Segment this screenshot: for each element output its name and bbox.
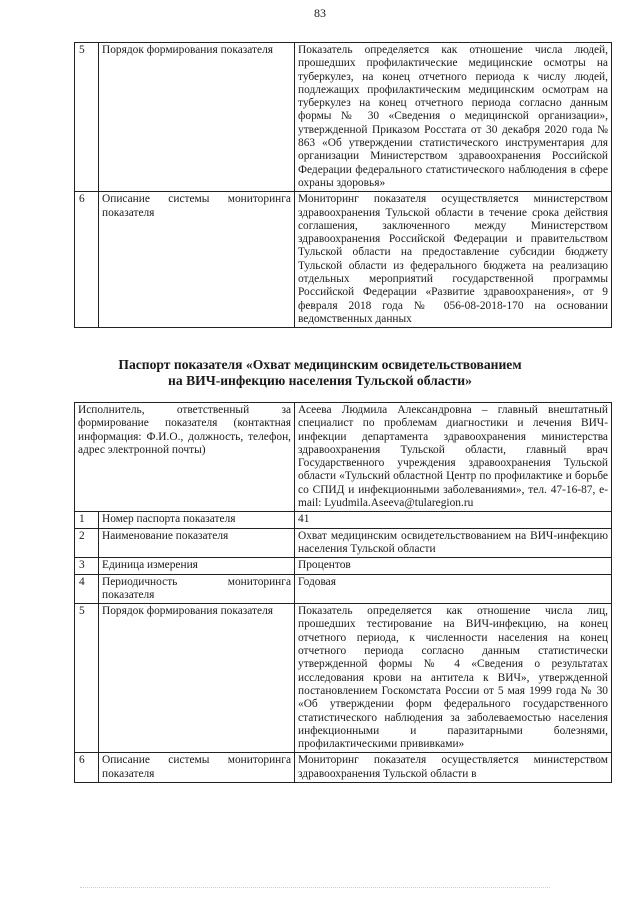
row-value: Процентов: [295, 558, 612, 574]
table-row: [75, 192, 612, 328]
table-row: [75, 403, 612, 512]
row-label: Порядок формирования показателя: [99, 604, 295, 753]
row-label: Описание системы мониторинга показателя: [99, 192, 295, 328]
row-label: Порядок формирования показателя: [99, 43, 295, 192]
table-row: [75, 753, 612, 783]
row-value: Мониторинг показателя осуществляется министерством здравоохранения Тульской области в течение срока действия соглашения, заключенного между Министерством здравоохранения Российской Федерации и правительством Тульской области на предоставление субсидии бюджету Тульской области из федерального бюджета на реализацию отдельных мероприятий государственной программы Российской Федерации «Развитие здравоохранения», от 9 февраля 2018 года № 056-08-2018-170 на основании ведомственных данных: [295, 192, 612, 328]
row-value: Охват медицинским освидетельствованием на ВИЧ-инфекцию населения Тульской области: [295, 528, 612, 558]
row-number: 6: [75, 753, 99, 783]
page-number: 83: [314, 6, 326, 20]
row-number: 5: [75, 43, 99, 192]
responsible-person-value: Асеева Людмила Александровна – главный внештатный специалист по проблемам диагностики и лечения ВИЧ-инфекции департамента здравоохранения министерства здравоохранения Тульской области, главный врач Государственного учреждения здравоохранения Тульской области «Тульский областной Центр по профилактике и борьбе со СПИД и инфекционными заболеваниями», тел. 47-16-87, e-mail: Lyudmila.Aseeva@tularegion.ru: [295, 403, 612, 512]
table-row: [75, 512, 612, 528]
table-row: [75, 574, 612, 604]
row-value: Показатель определяется как отношение числа лиц, прошедших тестирование на ВИЧ-инфекцию, на конец отчетного периода, к численности населения на конец отчетного периода согласно данным статистически утвержденной формы № 4 «Сведения о результатах исследования крови на антитела к ВИЧ», утвержденной постановлением Госкомстата России от 5 мая 1999 года № 30 «Об утверждении форм федерального государственного статистического наблюдения за заболеваемостью населения инфекционными и паразитарными болезнями, профилактическими прививками»: [295, 604, 612, 753]
table-row: [75, 528, 612, 558]
scan-artifact-line: [80, 887, 550, 890]
row-value: Показатель определяется как отношение числа людей, прошедших профилактические медицинские осмотры на туберкулез, на конец отчетного периода к числу людей, подлежащих профилактическим медицинским осмотрам на туберкулез на конец отчетного периода согласно данным формы № 30 «Сведения о медицинской организации», утвержденной Приказом Росстата от 30 декабря 2020 года № 863 «Об утверждении статистического инструментария для организации Министерством здравоохранения Российской Федерации федерального статистического наблюдения в сфере охраны здоровья»: [295, 43, 612, 192]
indicator-table-continued: [74, 42, 612, 328]
table-row: [75, 43, 612, 192]
row-number: 1: [75, 512, 99, 528]
table-row: [75, 558, 612, 574]
row-label: Номер паспорта показателя: [99, 512, 295, 528]
row-label: Описание системы мониторинга показателя: [99, 753, 295, 783]
row-value: 41: [295, 512, 612, 528]
row-value: Годовая: [295, 574, 612, 604]
row-number: 4: [75, 574, 99, 604]
row-label: Наименование показателя: [99, 528, 295, 558]
row-number: 2: [75, 528, 99, 558]
passport-title: [70, 357, 570, 389]
row-number: 3: [75, 558, 99, 574]
row-number: 5: [75, 604, 99, 753]
table-row: [75, 604, 612, 753]
row-value: Мониторинг показателя осуществляется министерством здравоохранения Тульской области в: [295, 753, 612, 783]
passport-title-line-2: на ВИЧ-инфекцию населения Тульской области»: [168, 373, 472, 388]
responsible-person-label: Исполнитель, ответственный за формирование показателя (контактная информация: Ф.И.О., должность, телефон, адрес электронной почты): [75, 403, 295, 512]
row-number: 6: [75, 192, 99, 328]
indicator-passport-table: [74, 402, 612, 783]
row-label: Единица измерения: [99, 558, 295, 574]
passport-title-line-1: Паспорт показателя «Охват медицинским освидетельствованием: [118, 357, 522, 372]
row-label: Периодичность мониторинга показателя: [99, 574, 295, 604]
